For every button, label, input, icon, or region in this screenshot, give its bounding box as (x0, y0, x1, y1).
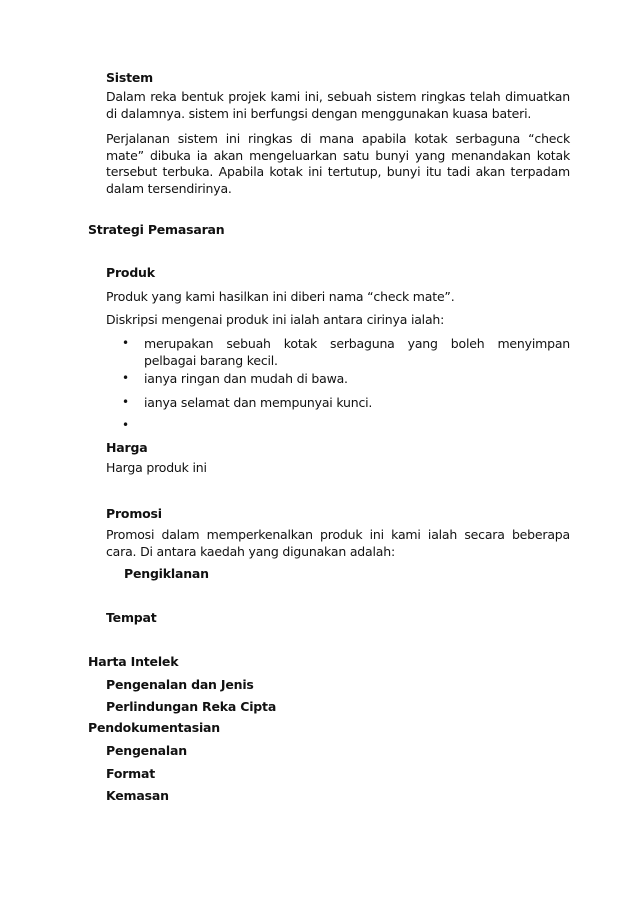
bullet-icon: • (122, 371, 129, 385)
sistem-paragraph-2: Perjalanan sistem ini ringkas di mana apabila kotak serbaguna “check mate” dibuka ia akan mengeluarkan satu bunyi yang menandakan kotak tersebut terbuka. Apabila kotak ini tertutup, bunyi itu tadi akan terpadam dalam tersendirinya. (106, 131, 570, 196)
harta-intelek-heading: Harta Intelek (88, 654, 179, 669)
strategi-pemasaran-heading: Strategi Pemasaran (88, 222, 225, 237)
produk-feature-item: merupakan sebuah kotak serbaguna yang boleh menyimpan pelbagai barang kecil. (144, 336, 570, 368)
produk-heading: Produk (106, 265, 155, 280)
bullet-icon: • (122, 395, 129, 409)
promosi-paragraph: Promosi dalam memperkenalkan produk ini kami ialah secara beberapa cara. Di antara kaedah yang digunakan adalah: (106, 527, 570, 559)
produk-description: Produk yang kami hasilkan ini diberi nama “check mate”. (106, 289, 455, 304)
produk-feature-item: ianya selamat dan mempunyai kunci. (144, 395, 373, 410)
dokumentasi-item: Format (106, 766, 156, 781)
produk-feature-item: ianya ringan dan mudah di bawa. (144, 371, 348, 386)
produk-features-intro: Diskripsi mengenai produk ini ialah antara cirinya ialah: (106, 312, 445, 327)
harta-item: Pengenalan dan Jenis (106, 677, 254, 692)
promosi-heading: Promosi (106, 506, 162, 521)
pendokumentasian-heading: Pendokumentasian (88, 720, 220, 735)
pengiklanan-subheading: Pengiklanan (124, 566, 209, 581)
dokumentasi-item: Pengenalan (106, 743, 187, 758)
harta-item: Perlindungan Reka Cipta (106, 699, 277, 714)
harga-heading: Harga (106, 440, 148, 455)
dokumentasi-item: Kemasan (106, 788, 169, 803)
harga-text: Harga produk ini (106, 460, 207, 475)
bullet-icon: • (122, 336, 129, 350)
sistem-heading: Sistem (106, 70, 154, 85)
sistem-paragraph-1: Dalam reka bentuk projek kami ini, sebuah sistem ringkas telah dimuatkan di dalamnya. sistem ini berfungsi dengan menggunakan kuasa bateri. (106, 89, 570, 121)
tempat-heading: Tempat (106, 610, 157, 625)
bullet-icon: • (122, 418, 129, 432)
